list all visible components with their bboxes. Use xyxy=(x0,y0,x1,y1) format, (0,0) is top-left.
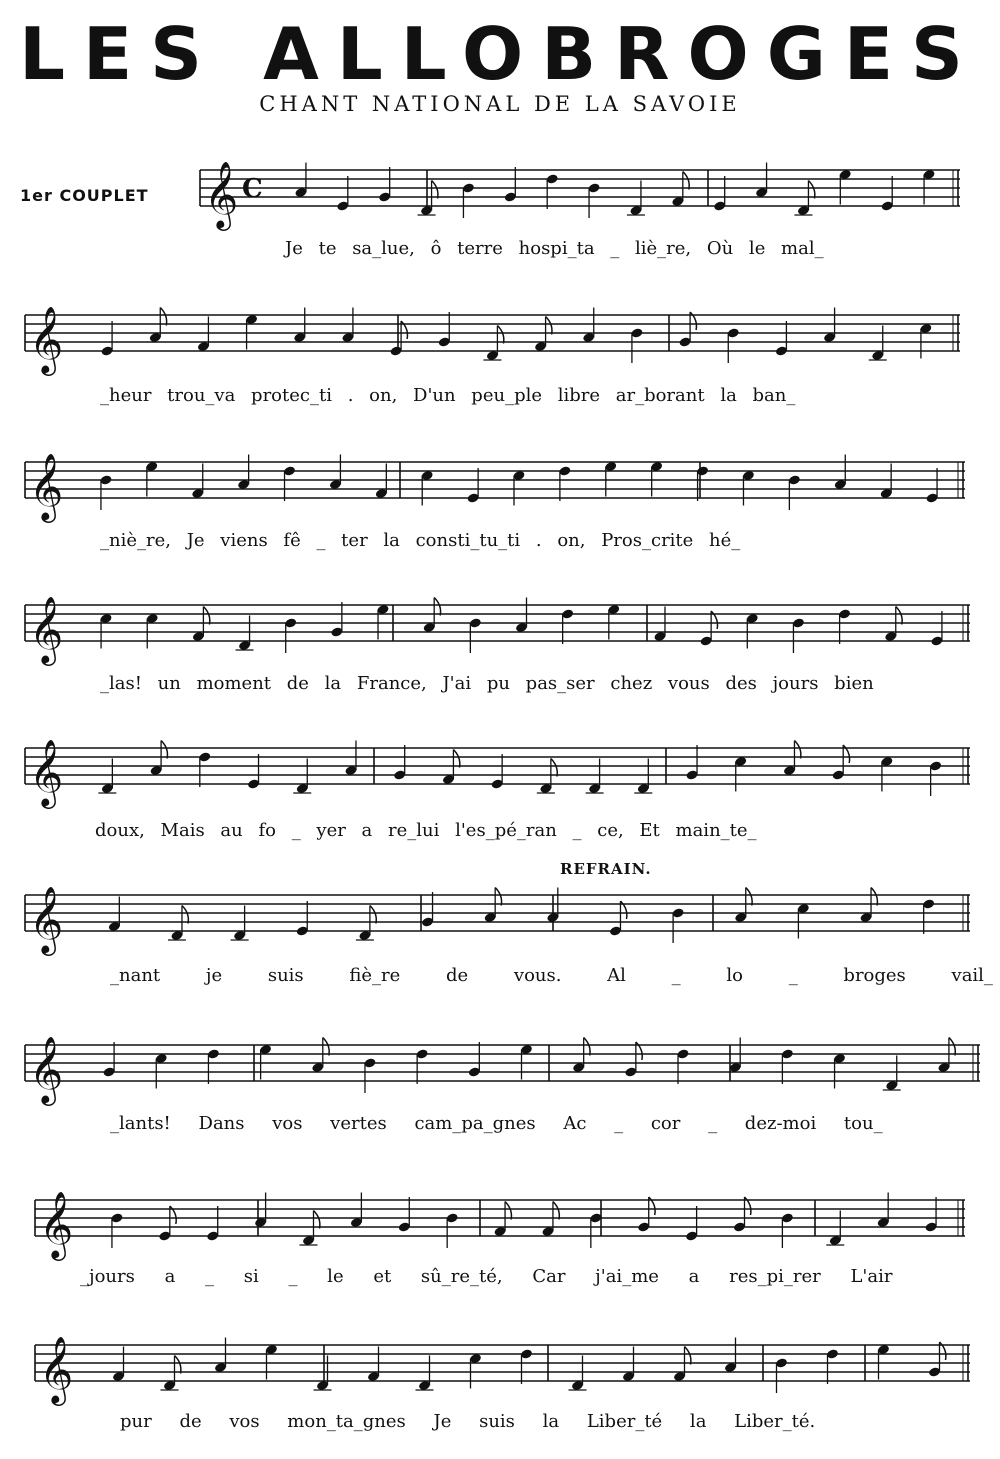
treble-clef-icon: 𝄞 xyxy=(29,885,64,953)
lyrics-line-9: pur de vos mon_ta_gnes Je suis la Liber_té la Liber_té. xyxy=(120,1411,816,1432)
couplet-label: 1er COUPLET xyxy=(20,186,149,205)
common-time-icon: C xyxy=(242,174,263,204)
music-system-4 xyxy=(25,595,970,715)
note-flag xyxy=(434,598,440,616)
treble-clef-icon: 𝄞 xyxy=(29,738,64,806)
note-flag xyxy=(203,607,209,625)
note-flag xyxy=(323,1038,329,1056)
note-flag xyxy=(314,1211,320,1229)
song-subtitle: CHANT NATIONAL DE LA SAVOIE xyxy=(259,92,741,116)
note-flag xyxy=(370,906,376,924)
music-system-3 xyxy=(25,452,965,572)
lyrics-line-7: _lants! Dans vos vertes cam_pa_gnes Ac _ cor _ dez-moi tou_ xyxy=(110,1113,883,1134)
music-staff xyxy=(25,452,965,522)
note-flag xyxy=(160,308,166,326)
music-staff xyxy=(25,738,970,808)
note-flag xyxy=(505,1202,511,1220)
note-flag xyxy=(161,741,167,759)
song-title: LES ALLOBROGES xyxy=(19,12,981,96)
lyrics-line-8: _jours a _ si _ le et sû_re_té, Car j'ai_me a res_pi_rer L'air xyxy=(80,1266,893,1287)
music-staff xyxy=(35,1335,970,1405)
music-staff xyxy=(200,160,960,230)
treble-clef-icon: 𝄞 xyxy=(39,1335,74,1403)
treble-clef-icon: 𝄞 xyxy=(204,160,239,228)
note-flag xyxy=(584,1038,590,1056)
music-system-1 xyxy=(200,160,960,280)
lyrics-line-6: _nant je suis fiè_re de vous. Al _ lo _ broges vail_ xyxy=(110,965,993,986)
music-system-8 xyxy=(35,1190,965,1310)
lyrics-line-2: _heur trou_va protec_ti . on, D'un peu_ple libre ar_borant la ban_ xyxy=(100,385,796,406)
treble-clef-icon: 𝄞 xyxy=(39,1190,74,1258)
treble-clef-icon: 𝄞 xyxy=(29,452,64,520)
music-staff xyxy=(25,885,970,955)
note-flag xyxy=(871,888,877,906)
treble-clef-icon: 𝄞 xyxy=(29,305,64,373)
music-staff xyxy=(25,305,960,375)
note-flag xyxy=(808,181,814,199)
note-flag xyxy=(546,317,552,335)
music-staff xyxy=(25,595,970,665)
note-flag xyxy=(182,906,188,924)
note-flag xyxy=(497,326,503,344)
note-flag xyxy=(175,1356,181,1374)
note-flag xyxy=(896,607,902,625)
lyrics-line-5: doux, Mais au fo _ yer a re_lui l'es_pé_ran _ ce, Et main_te_ xyxy=(95,820,757,841)
note-flag xyxy=(746,888,752,906)
music-staff xyxy=(25,1035,980,1105)
treble-clef-icon: 𝄞 xyxy=(29,1035,64,1103)
note-flag xyxy=(551,759,557,777)
lyrics-line-4: _las! un moment de la France, J'ai pu pas_ser chez vous des jours bien xyxy=(100,673,874,694)
note-flag xyxy=(794,741,800,759)
note-flag xyxy=(453,750,459,768)
lyrics-line-1: Je te sa_lue, ô terre hospi_ta _ liè_re, Où le mal_ xyxy=(285,238,824,259)
music-system-6 xyxy=(25,885,993,1005)
music-system-9 xyxy=(35,1335,970,1455)
refrain-label: REFRAIN. xyxy=(560,860,652,878)
note-flag xyxy=(432,181,438,199)
lyrics-line-3: _niè_re, Je viens fê _ ter la consti_tu_ti . on, Pros_crite hé_ xyxy=(100,530,741,551)
music-system-5 xyxy=(25,738,970,858)
music-staff xyxy=(35,1190,965,1260)
note-flag xyxy=(685,1347,691,1365)
note-flag xyxy=(683,172,689,190)
music-system-7 xyxy=(25,1035,980,1155)
note-flag xyxy=(495,888,501,906)
note-flag xyxy=(949,1038,955,1056)
music-system-2 xyxy=(25,305,960,425)
treble-clef-icon: 𝄞 xyxy=(29,595,64,663)
note-flag xyxy=(553,1202,559,1220)
